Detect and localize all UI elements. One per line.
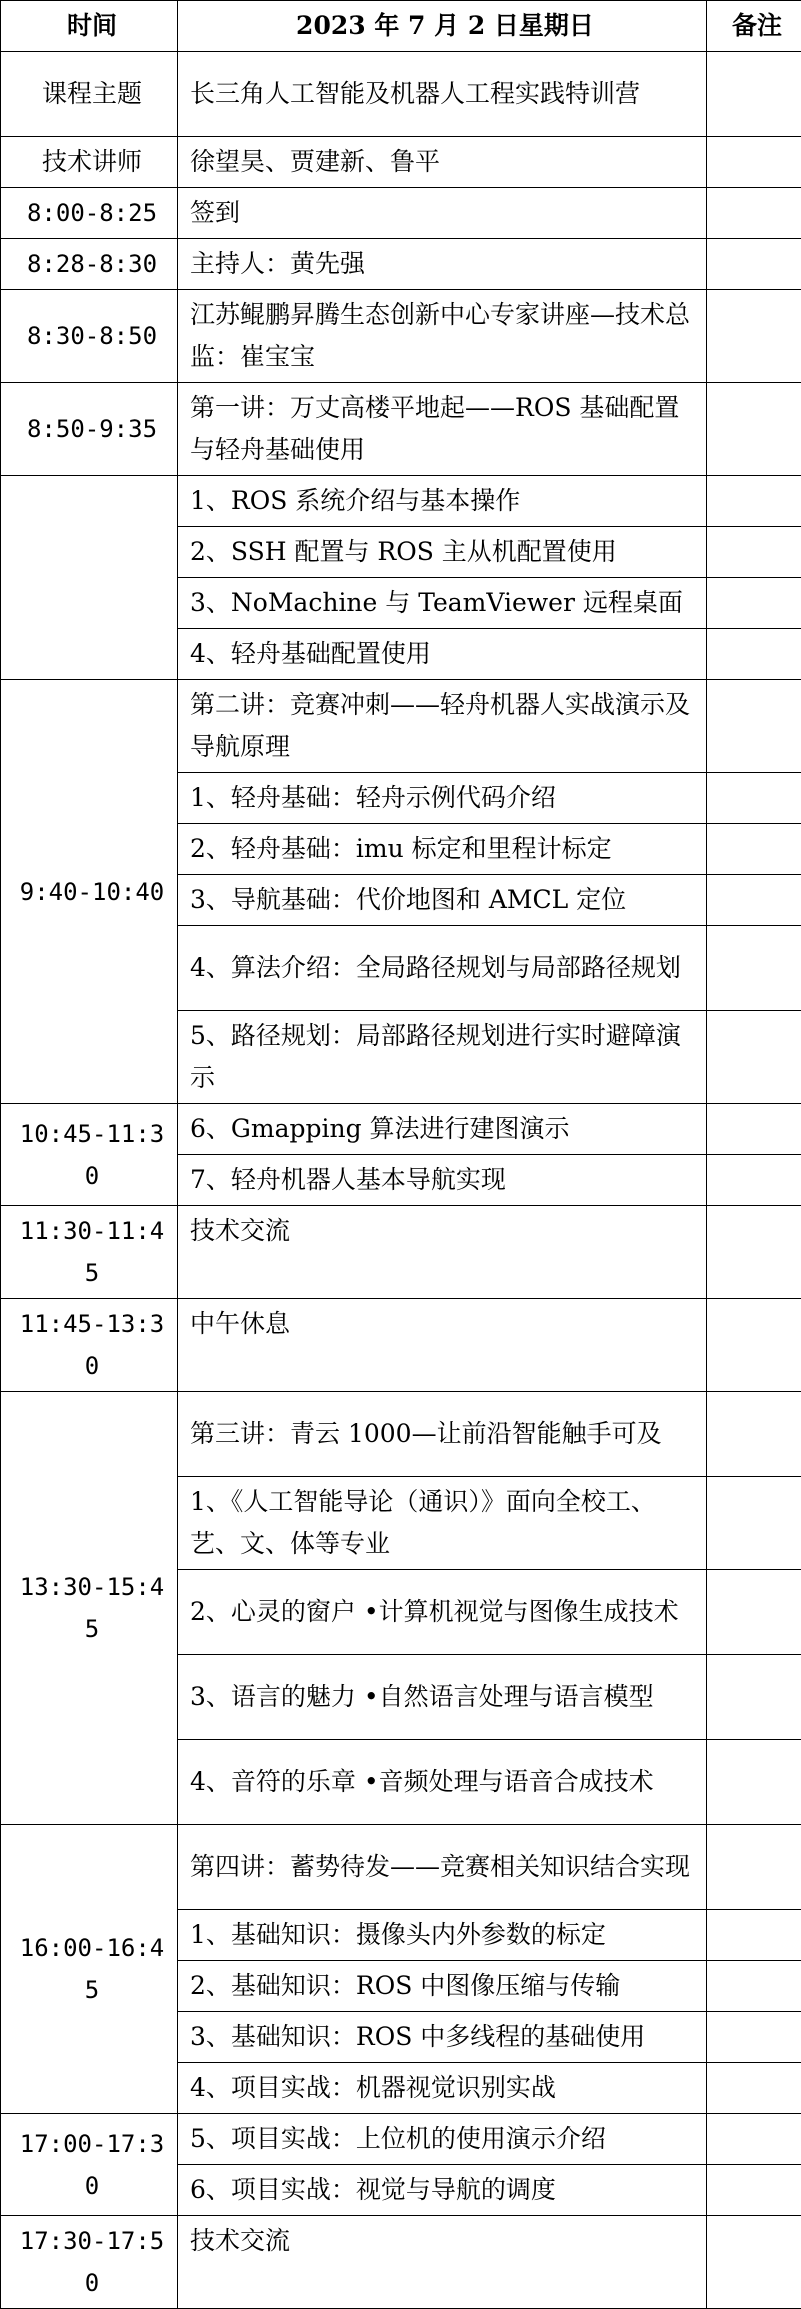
remarks-cell: [707, 1477, 801, 1570]
remarks-cell: [707, 1740, 801, 1825]
content-cell: 主持人：黄先强: [178, 239, 707, 290]
time-cell: 8:50-9:35: [1, 383, 178, 476]
remarks-cell: [707, 1570, 801, 1655]
content-cell: 3、基础知识：ROS 中多线程的基础使用: [178, 2012, 707, 2063]
content-cell: 2、心灵的窗户 •计算机视觉与图像生成技术: [178, 1570, 707, 1655]
remarks-cell: [707, 383, 801, 476]
content-cell: 第四讲：蓄势待发——竞赛相关知识结合实现: [178, 1825, 707, 1910]
content-cell: 2、SSH 配置与 ROS 主从机配置使用: [178, 527, 707, 578]
table-row: [1, 239, 801, 290]
table-row: [1, 290, 801, 383]
content-cell: 1、ROS 系统介绍与基本操作: [178, 476, 707, 527]
header-date: 2023 年 7 月 2 日星期日: [178, 1, 707, 52]
content-cell: 徐望昊、贾建新、鲁平: [178, 137, 707, 188]
remarks-cell: [707, 2063, 801, 2114]
content-cell: 2、基础知识：ROS 中图像压缩与传输: [178, 1961, 707, 2012]
time-cell: 技术讲师: [1, 137, 178, 188]
time-cell: 17:30-17:50: [1, 2216, 178, 2309]
table-row: [1, 2216, 801, 2309]
table-row: [1, 680, 801, 773]
remarks-cell: [707, 1155, 801, 1206]
time-cell: 8:30-8:50: [1, 290, 178, 383]
table-row: [1, 52, 801, 137]
time-cell: 10:45-11:30: [1, 1104, 178, 1206]
content-cell: 1、轻舟基础：轻舟示例代码介绍: [178, 773, 707, 824]
content-cell: 7、轻舟机器人基本导航实现: [178, 1155, 707, 1206]
remarks-cell: [707, 1910, 801, 1961]
remarks-cell: [707, 52, 801, 137]
remarks-cell: [707, 680, 801, 773]
table-row: [1, 1299, 801, 1392]
content-cell: 4、算法介绍：全局路径规划与局部路径规划: [178, 926, 707, 1011]
remarks-cell: [707, 1299, 801, 1392]
time-cell-empty: [1, 476, 178, 680]
remarks-cell: [707, 875, 801, 926]
table-row: [1, 1825, 801, 1910]
time-cell: 13:30-15:45: [1, 1392, 178, 1825]
time-cell: 17:00-17:30: [1, 2114, 178, 2216]
header-remarks: 备注: [707, 1, 801, 52]
table-row: [1, 188, 801, 239]
remarks-cell: [707, 2165, 801, 2216]
remarks-cell: [707, 1825, 801, 1910]
table-row: [1, 1104, 801, 1155]
table-row: [1, 476, 801, 527]
content-cell: 技术交流: [178, 1206, 707, 1299]
content-cell: 技术交流: [178, 2216, 707, 2309]
time-cell: 11:30-11:45: [1, 1206, 178, 1299]
content-cell: 江苏鲲鹏昇腾生态创新中心专家讲座—技术总监：崔宝宝: [178, 290, 707, 383]
remarks-cell: [707, 2216, 801, 2309]
content-cell: 4、音符的乐章 •音频处理与语音合成技术: [178, 1740, 707, 1825]
table-row: [1, 1392, 801, 1477]
remarks-cell: [707, 773, 801, 824]
content-cell: 第二讲：竞赛冲刺——轻舟机器人实战演示及导航原理: [178, 680, 707, 773]
content-cell: 签到: [178, 188, 707, 239]
header-time: 时间: [1, 1, 178, 52]
header-row: [1, 1, 801, 52]
remarks-cell: [707, 137, 801, 188]
remarks-cell: [707, 1961, 801, 2012]
content-cell: 4、项目实战：机器视觉识别实战: [178, 2063, 707, 2114]
content-cell: 3、语言的魅力 •自然语言处理与语言模型: [178, 1655, 707, 1740]
content-cell: 3、NoMachine 与 TeamViewer 远程桌面: [178, 578, 707, 629]
time-cell: 9:40-10:40: [1, 680, 178, 1104]
time-cell: 8:28-8:30: [1, 239, 178, 290]
content-cell: 2、轻舟基础：imu 标定和里程计标定: [178, 824, 707, 875]
content-cell: 1、基础知识：摄像头内外参数的标定: [178, 1910, 707, 1961]
remarks-cell: [707, 1392, 801, 1477]
content-cell: 中午休息: [178, 1299, 707, 1392]
time-cell: 11:45-13:30: [1, 1299, 178, 1392]
table-row: [1, 1206, 801, 1299]
content-cell: 第一讲：万丈高楼平地起——ROS 基础配置与轻舟基础使用: [178, 383, 707, 476]
remarks-cell: [707, 629, 801, 680]
remarks-cell: [707, 926, 801, 1011]
remarks-cell: [707, 476, 801, 527]
time-cell: 16:00-16:45: [1, 1825, 178, 2114]
content-cell: 5、项目实战：上位机的使用演示介绍: [178, 2114, 707, 2165]
remarks-cell: [707, 188, 801, 239]
remarks-cell: [707, 2114, 801, 2165]
table-row: [1, 383, 801, 476]
content-cell: 1、《人工智能导论（通识）》面向全校工、艺、文、体等专业: [178, 1477, 707, 1570]
content-cell: 第三讲：青云 1000—让前沿智能触手可及: [178, 1392, 707, 1477]
content-cell: 5、路径规划：局部路径规划进行实时避障演示: [178, 1011, 707, 1104]
remarks-cell: [707, 578, 801, 629]
table-row: [1, 137, 801, 188]
remarks-cell: [707, 1206, 801, 1299]
remarks-cell: [707, 239, 801, 290]
content-cell: 3、导航基础：代价地图和 AMCL 定位: [178, 875, 707, 926]
remarks-cell: [707, 824, 801, 875]
remarks-cell: [707, 527, 801, 578]
table-row: [1, 2114, 801, 2165]
content-cell: 6、Gmapping 算法进行建图演示: [178, 1104, 707, 1155]
remarks-cell: [707, 2012, 801, 2063]
remarks-cell: [707, 1104, 801, 1155]
content-cell: 长三角人工智能及机器人工程实践特训营: [178, 52, 707, 137]
remarks-cell: [707, 290, 801, 383]
remarks-cell: [707, 1011, 801, 1104]
remarks-cell: [707, 1655, 801, 1740]
time-cell: 8:00-8:25: [1, 188, 178, 239]
content-cell: 4、轻舟基础配置使用: [178, 629, 707, 680]
time-cell: 课程主题: [1, 52, 178, 137]
content-cell: 6、项目实战：视觉与导航的调度: [178, 2165, 707, 2216]
